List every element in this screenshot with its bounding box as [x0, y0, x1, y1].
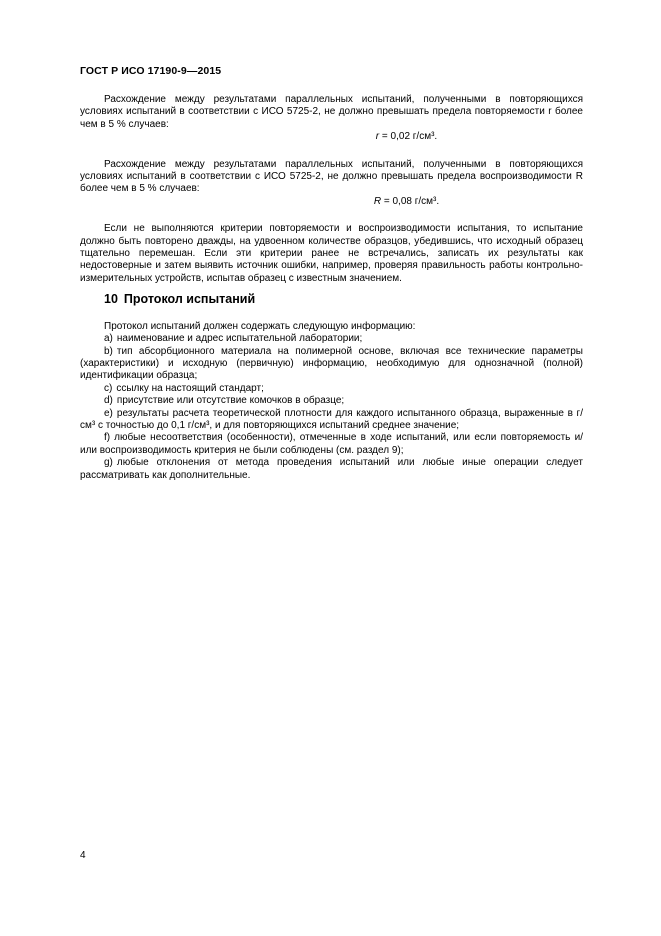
reproducibility-formula — [80, 196, 583, 208]
section-title: Протокол испытаний — [123, 292, 256, 307]
report-items-list — [80, 333, 583, 482]
list-item-text: любые несоответствия (особенности), отмеченные в ходе испытаний, или если повторяемость и/или воспроизводимость критерия не были соблюдены (см. раздел 9); — [80, 432, 583, 456]
section-number: 10 — [104, 292, 118, 307]
repeatability-formula — [80, 131, 583, 143]
list-item-marker: f) — [104, 432, 111, 444]
list-item-marker: c) — [104, 382, 113, 394]
page-number: 4 — [80, 850, 86, 861]
reproducibility-formula-value: = 0,08 г/см³. — [381, 195, 440, 207]
list-item-text: любые отклонения от метода проведения испытаний или любые иные операции следует рассматривать как дополнительные. — [80, 457, 583, 481]
repeatability-formula-value: = 0,02 г/см³. — [379, 131, 438, 143]
list-item-text: результаты расчета теоретической плотности для каждого испытанного образца, выраженные в г/см³ с точностью до 0,1 г/см³, и для повторяющихся испытаний среднее значение; — [80, 407, 583, 431]
repeatability-formula-variable: r — [375, 131, 380, 143]
list-item-marker: d) — [104, 395, 113, 407]
list-item-marker: b) — [104, 345, 113, 357]
list-item-marker: a) — [104, 333, 113, 345]
repeatability-paragraph: Расхождение между результатами параллельных испытаний, полученными в повторяющихся условиях испытаний в соответствии с ИСО 5725-2, не должно превышать предела повторяемости r более чем в 5 % случаев: — [80, 94, 583, 130]
list-item — [80, 346, 583, 383]
section-heading — [104, 293, 583, 305]
list-item — [80, 333, 583, 345]
list-item-text: присутствие или отсутствие комочков в образце; — [116, 395, 345, 407]
list-item — [80, 457, 583, 482]
list-item — [80, 395, 583, 407]
list-item — [80, 383, 583, 395]
list-item-marker: e) — [104, 407, 113, 419]
document-body — [80, 94, 583, 482]
document-header: ГОСТ Р ИСО 17190-9—2015 — [80, 65, 222, 77]
list-item-text: тип абсорбционного материала на полимерной основе, включая все технические параметры (характеристики) и исходную (первичную) информацию, необходимую для однозначной (полной) идентификации образца; — [80, 345, 583, 382]
section-intro: Протокол испытаний должен содержать следующую информацию: — [104, 320, 416, 332]
criteria-paragraph: Если не выполняются критерии повторяемости и воспроизводимости испытания, то испытание должно быть повторено дважды, на удвоенном количестве образцов, убедившись, что исходный образец тщательно перемешан. Если эти критерии ранее не встречались, записать их результаты как недостоверные и затем выявить источник ошибки, например, проверяя правильность работы контрольно-измерительных устройств, испытав образец с известным значением. — [80, 223, 583, 284]
list-item — [80, 432, 583, 457]
list-item-text: наименование и адрес испытательной лаборатории; — [116, 333, 363, 345]
reproducibility-formula-variable: R — [373, 195, 382, 207]
list-item-text: ссылку на настоящий стандарт; — [116, 382, 264, 394]
list-item — [80, 408, 583, 433]
list-item-marker: g) — [104, 457, 113, 469]
reproducibility-paragraph: Расхождение между результатами параллельных испытаний, полученными в повторяющихся условиях испытаний в соответствии с ИСО 5725-2, не должно превышать предела воспроизводимости R более чем в 5 % случаев: — [80, 158, 583, 195]
